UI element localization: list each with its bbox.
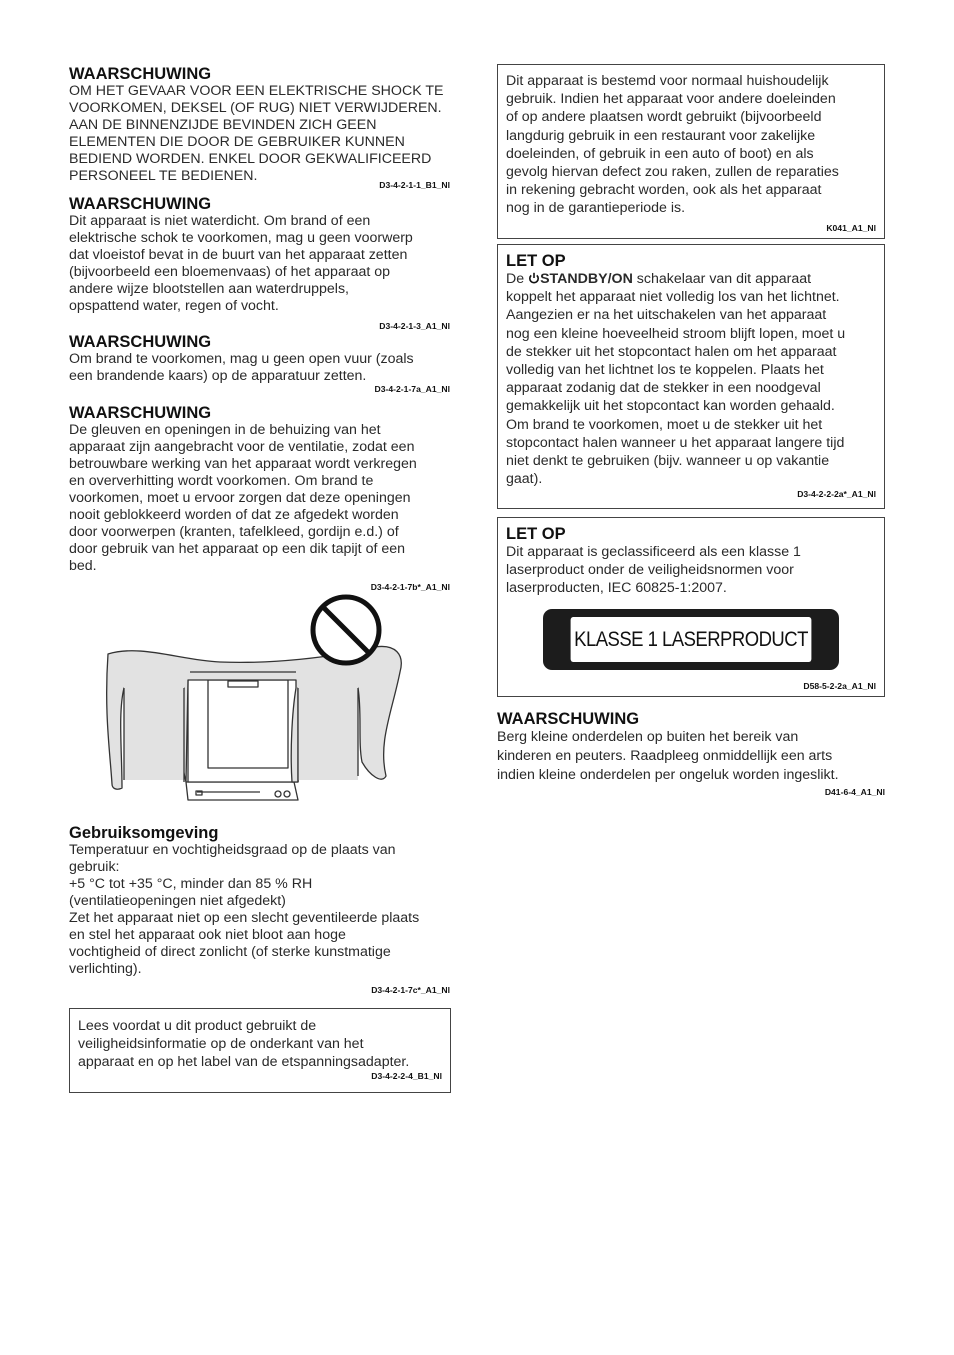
device-base [186, 782, 298, 800]
letop-laser-text: Dit apparaat is geclassificeerd als een klasse 1 laserproduct onder de veiligheidsnormen voor laserproducten, IEC 60825-1:2007. [506, 544, 801, 597]
environment-heading: Gebruiksomgeving [69, 824, 219, 842]
reference-code: D41-6-4_A1_Nl [824, 787, 885, 797]
household-use-box [497, 64, 885, 239]
environment-text: Temperatuur en vochtigheidsgraad op de plaats van gebruik: +5 °C tot +35 °C, minder dan 85 % RH (ventilatieopeningen niet afgedekt) Zet het apparaat niet op een slecht geventileerde plaats en stel het apparaat ook niet bloot aan hoge vochtigheid of direct zonlicht (of sterke kunstmatige verlichting). [69, 842, 420, 977]
read-safety-info-text: Lees voordat u dit product gebruikt de veiligheidsinformatie op de onderkant van het apparaat en op het label van de etspanningsadapter. [78, 1018, 410, 1071]
warning-section-5 [497, 710, 885, 798]
reference-code: D58-5-2-2a_A1_Nl [803, 681, 876, 691]
warning-heading: WAARSCHUWING [69, 195, 212, 213]
reference-code: D3-4-2-2-2a*_A1_Nl [797, 489, 876, 500]
reference-code: D3-4-2-1-1_B1_Nl [379, 180, 450, 190]
letop-heading: LET OP [506, 252, 566, 270]
letop-laser-box [497, 517, 885, 697]
warning-text: Dit apparaat is niet waterdicht. Om brand of een elektrische schok te voorkomen, mag u geen voorwerp dat vloeistof bevat in de buurt van het apparaat zetten (bijvoorbeeld een bloemenvaas) of het apparaat op andere wijze blootstellen aan waterdruppels, opspattend water, regen of vocht. [69, 213, 413, 314]
warning-text: OM HET GEVAAR VOOR EEN ELEKTRISCHE SHOCK TE VOORKOMEN, DEKSEL (OF RUG) NIET VERWIJDEREN. AAN DE BINNENZIJDE BEVINDEN ZICH GEEN ELEMENTEN DIE DOOR DE GEBRUIKER KUNNEN BEDIEND WORDEN. ENKEL DOOR GEKWALIFICEERD PERSONEEL TE BEDIENEN. [69, 83, 444, 184]
warning-section-3 [69, 333, 450, 395]
warning-text: De gleuven en openingen in de behuizing van het apparaat zijn aangebracht voor de ventilatie, zodat een betrouwbare werking van het apparaat wordt verkregen en oververhitting wordt voorkomen. Om brand te voorkomen, moet u ervoor zorgen dat deze openingen nooit geblokkeerd worden of dat ze afgedekt worden door voorwerpen (kranten, tafelkleed, gordijn e.d.) of door gebruik van het apparaat op een dik tapijt of een bed. [69, 422, 417, 574]
environment-section [69, 824, 450, 996]
letop-heading: LET OP [506, 525, 566, 543]
covered-device-illustration [100, 592, 410, 810]
laser-class-label [543, 609, 839, 670]
reference-code: D3-4-2-1-7c*_A1_Nl [371, 985, 450, 995]
warning-text: Berg kleine onderdelen op buiten het bereik van kinderen en peuters. Raadpleeg onmiddellijk een arts indien kleine onderdelen per ongeluk worden ingeslikt. [497, 729, 839, 783]
warning-heading: WAARSCHUWING [69, 65, 212, 83]
letop-standby-box [497, 244, 885, 509]
letop-standby-text: De STANDBY/ON schakelaar van dit apparaat koppelt het apparaat niet volledig los van het lichtnet. Aangezien er na het uitschakelen van het apparaat nog een kleine hoeveelheid stroom blijft lopen, moet u de stekker uit het stopcontact halen om het apparaat volledig van het lichtnet los te koppelen. Plaats het apparaat zodanig dat de stekker in een noodgeval gemakkelijk uit het stopcontact kan worden gehaald. Om brand te voorkomen, moet u de stekker uit het stopcontact halen wanneer u het apparaat langere tijd niet denkt te gebruiken (bijv. wanneer u op vakantie gaat). [506, 271, 846, 488]
warning-heading: WAARSCHUWING [69, 333, 212, 351]
warning-heading: WAARSCHUWING [497, 710, 640, 728]
warning-heading: WAARSCHUWING [69, 404, 212, 422]
warning-text: Om brand te voorkomen, mag u geen open vuur (zoals een brandende kaars) op de apparatuur zetten. [69, 351, 414, 384]
warning-section-4 [69, 404, 450, 593]
prohibition-icon [313, 597, 379, 663]
reference-code: D3-4-2-2-4_B1_Nl [371, 1070, 442, 1081]
household-use-text: Dit apparaat is bestemd voor normaal huishoudelijk gebruik. Indien het apparaat voor andere doeleinden of op andere plaatsen wordt gebruikt (bijvoorbeeld langdurig gebruik in een restaurant voor zakelijke doeleinden, of gebruik in een auto of boot) en als gevolg hiervan defect zou raken, zullen de reparaties in rekening gebracht worden, ook als het apparaat nog in de garantieperiode is. [506, 73, 839, 217]
reference-code: K041_A1_Nl [826, 222, 876, 233]
power-icon [528, 272, 540, 284]
reference-code: D3-4-2-1-3_A1_Nl [379, 321, 450, 331]
warning-section-2 [69, 195, 450, 332]
reference-code: D3-4-2-1-7a_A1_Nl [374, 384, 450, 394]
read-safety-info-box [69, 1008, 451, 1093]
warning-section-1 [69, 65, 450, 191]
laser-class-label-text: KLASSE 1 LASERPRODUCT [571, 617, 812, 662]
reference-code: D3-4-2-1-7b*_A1_Nl [370, 582, 450, 592]
